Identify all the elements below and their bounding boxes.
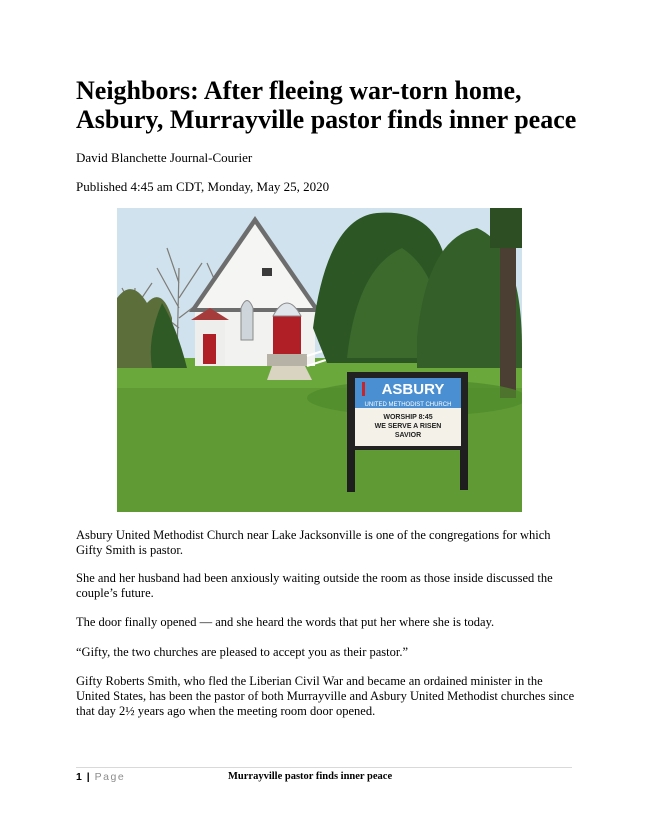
paragraph-3: The door finally opened — and she heard the words that put her where she is today. — [76, 615, 495, 629]
page-footer — [76, 771, 125, 783]
footer-rule — [76, 767, 572, 768]
sign-name: ASBURY — [381, 381, 445, 398]
sign-line-1: WORSHIP 8:45 — [383, 414, 433, 421]
page-label: Page — [94, 771, 126, 783]
page-number: 1 — [76, 771, 82, 783]
article-headline: Neighbors: After fleeing war-torn home, Asbury, Murrayville pastor finds inner peace — [76, 76, 577, 134]
walkway — [267, 366, 312, 380]
footer-separator: | — [86, 771, 90, 783]
paragraph-1: Asbury United Methodist Church near Lake Jacksonville is one of the congregations for which Gifty Smith is pastor. — [76, 528, 551, 557]
paragraph-5: Gifty Roberts Smith, who fled the Liberian Civil War and became an ordained minister in the United States, has been the pastor of both Murrayville and Asbury United Methodist churches since that day 2½ years ago when the meeting room door opened. — [76, 674, 575, 718]
sign-line-3: SAVIOR — [394, 432, 422, 439]
paragraph-4: “Gifty, the two churches are pleased to accept you as their pastor.” — [76, 645, 409, 659]
sign-line-2: WE SERVE A RISEN — [374, 423, 442, 430]
sign-subtitle: UNITED METHODIST CHURCH — [364, 402, 452, 408]
footer-running-title: Murrayville pastor finds inner peace — [228, 771, 393, 782]
paragraph-2: She and her husband had been anxiously waiting outside the room as those inside discussed the couple’s future. — [76, 571, 553, 600]
article-byline: David Blanchette Journal-Courier — [76, 150, 253, 165]
article-published-date: Published 4:45 am CDT, Monday, May 25, 2020 — [76, 179, 330, 194]
church-photo — [117, 208, 522, 512]
